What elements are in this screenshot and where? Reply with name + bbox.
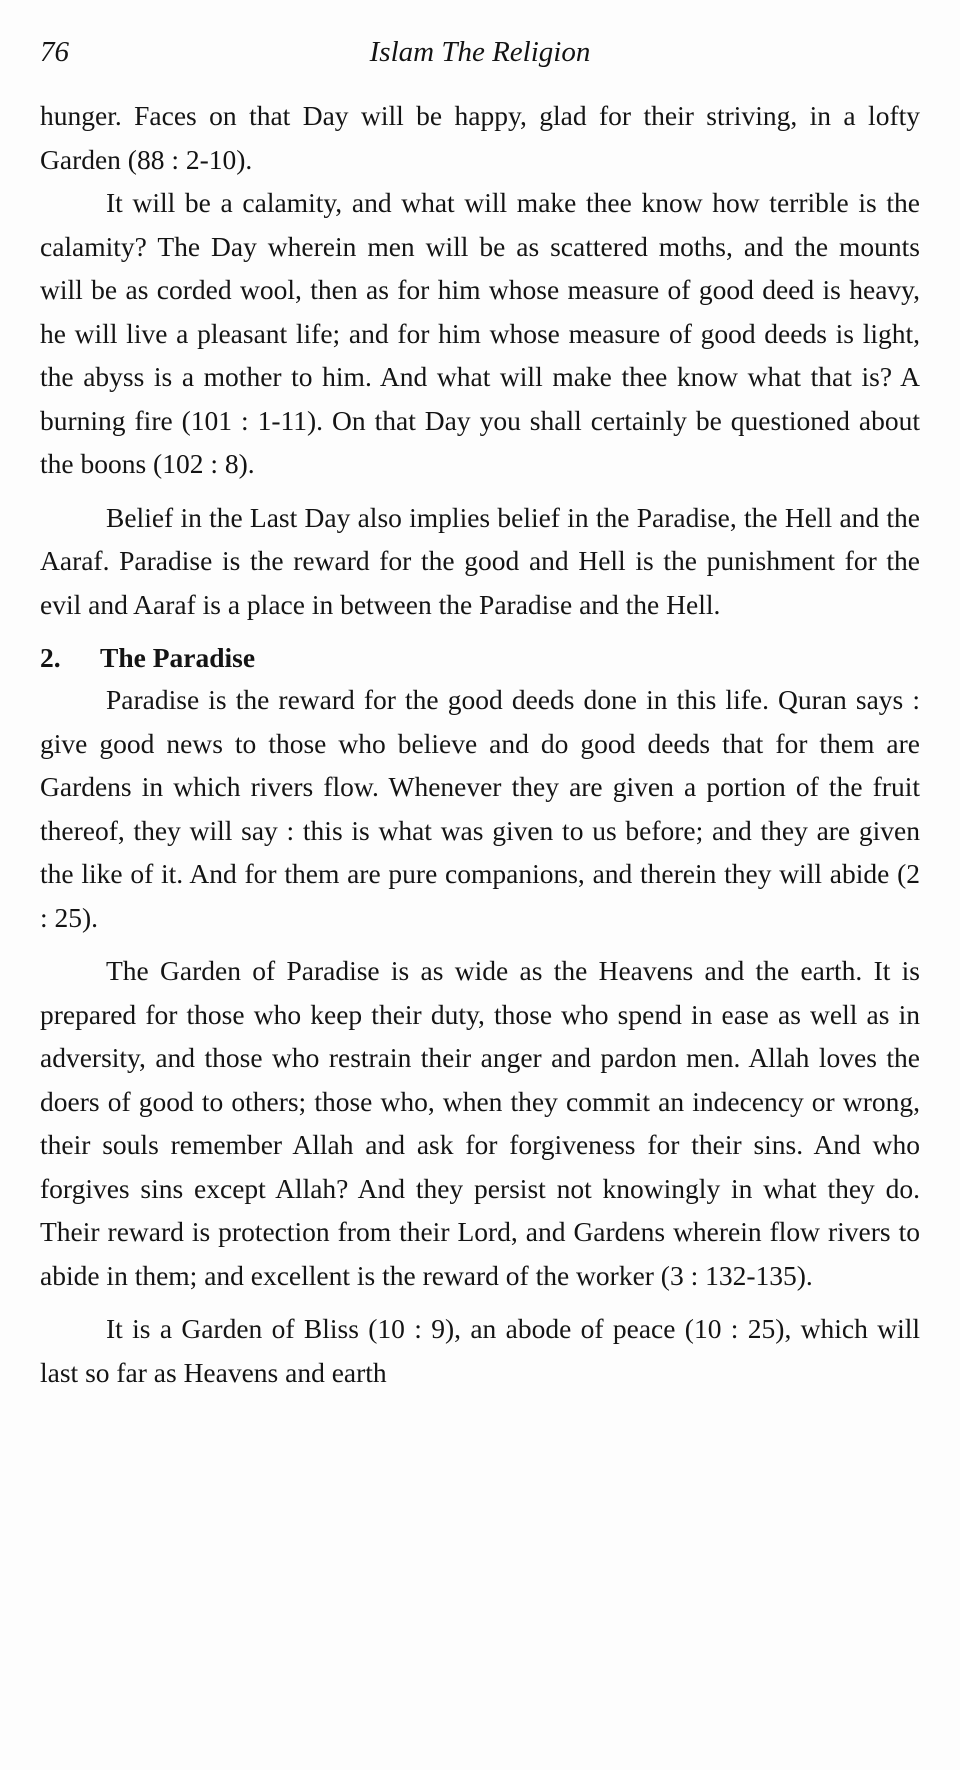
paragraph-last-day-belief: Belief in the Last Day also implies belief in the Paradise, the Hell and the Aaraf. Paradise is the reward for the good and Hell is the punishment for the evil and Aaraf is a place in between the Paradise and the Hell. bbox=[40, 501, 920, 620]
running-title: Islam The Religion bbox=[369, 36, 591, 68]
paragraph-paradise-reward: Paradise is the reward for the good deeds done in this life. Quran says : give good news to those who believe and do good deeds that for them are Gardens in which rivers flow. Whenever they are given a portion of the fruit thereof, they will say : this is what was given to us before; and they are given the like of it. And for them are pure companions, and therein they will abide (2 : 25). bbox=[40, 684, 920, 933]
page-number: 76 bbox=[40, 36, 69, 68]
paragraph-garden-of-paradise: The Garden of Paradise is as wide as the Heavens and the earth. It is prepared for those who keep their duty, those who spend in ease as well as in adversity, and those who restrain their anger and pardon men. Allah loves the doers of good to others; those who, when they commit an indecency or wrong, their souls remember Allah and ask for forgiveness for their sins. And who forgives sins except Allah? And they persist not knowingly in what they do. Their reward is protection from their Lord, and Gardens wherein flow rivers to abide in them; and excellent is the reward of the worker (3 : 132-135). bbox=[40, 955, 920, 1291]
body-text bbox=[40, 94, 920, 1394]
paragraph-calamity: It will be a calamity, and what will make thee know how terrible is the calamity? The Day wherein men will be as scattered moths, and the mounts will be as corded wool, then as for him whose measure of good deed is heavy, he will live a pleasant life; and for him whose measure of good deeds is light, the abyss is a mother to him. And what will make thee know what that is? A burning fire (101 : 1-11). On that Day you shall certainly be questioned about the boons (102 : 8). bbox=[40, 187, 920, 479]
section-heading bbox=[40, 638, 920, 678]
paragraph-garden-of-bliss: It is a Garden of Bliss (10 : 9), an abode of peace (10 : 25), which will last so far as Heavens and earth bbox=[40, 1313, 920, 1388]
paragraph-continued: hunger. Faces on that Day will be happy, glad for their striving, in a lofty Garden (88 : 2-10). bbox=[40, 100, 920, 175]
section-number: 2. bbox=[40, 642, 61, 673]
section-title: The Paradise bbox=[100, 642, 256, 673]
running-header bbox=[40, 30, 920, 74]
